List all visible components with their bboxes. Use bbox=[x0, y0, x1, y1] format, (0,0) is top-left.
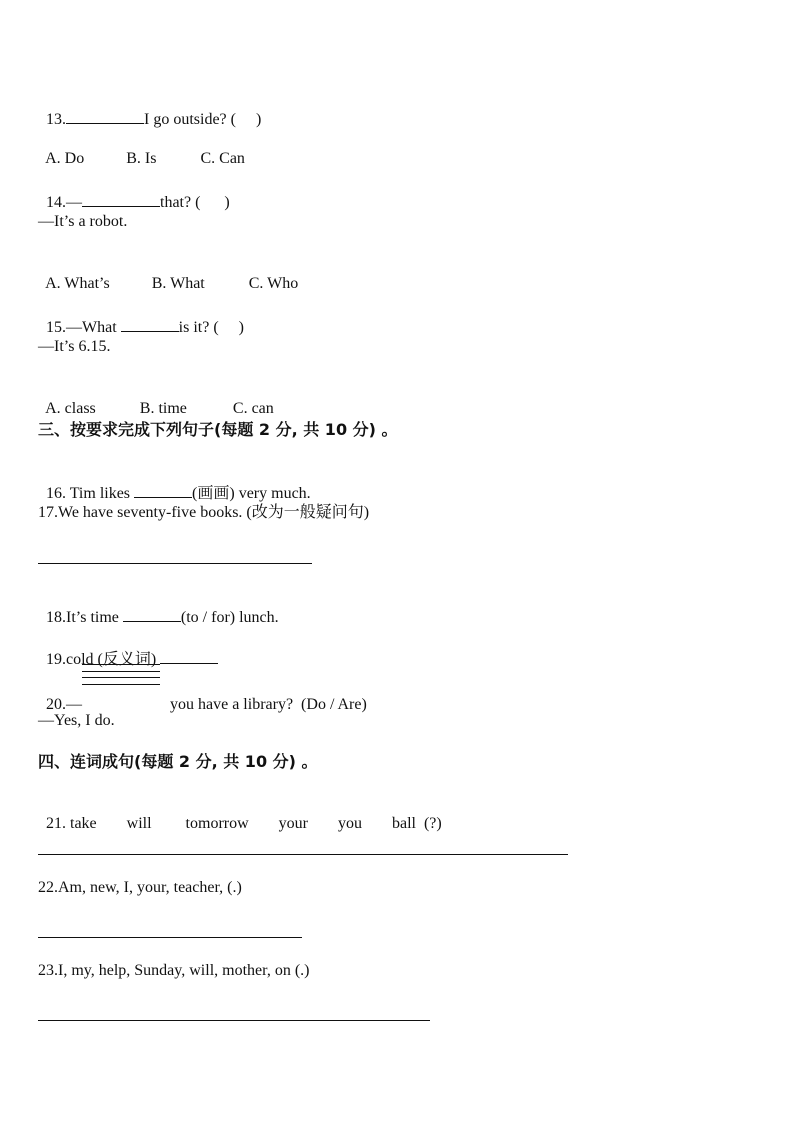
q14-options bbox=[38, 254, 298, 294]
q20-reply: —Yes, I do. bbox=[38, 712, 115, 729]
q13-text: I go outside? ( ) bbox=[144, 111, 262, 128]
q19-pre: 19.cold (反义词) bbox=[46, 651, 161, 668]
q13-number: 13. bbox=[46, 111, 66, 128]
q17-answer-line[interactable] bbox=[38, 563, 312, 564]
question-13 bbox=[38, 88, 261, 130]
question-14 bbox=[38, 171, 230, 213]
q13-blank[interactable] bbox=[66, 108, 144, 124]
q19-blank[interactable] bbox=[160, 648, 218, 664]
q20-post: you have a library? (Do / Are) bbox=[170, 696, 367, 713]
question-22: 22.Am, new, I, your, teacher, (.) bbox=[38, 879, 242, 896]
q15-reply: —It’s 6.15. bbox=[38, 338, 111, 355]
question-17: 17.We have seventy-five books. (改为一般疑问句) bbox=[38, 504, 370, 521]
q18-blank[interactable] bbox=[123, 606, 181, 622]
q16-pre: 16. Tim likes bbox=[46, 485, 135, 502]
q18-pre: 18.It’s time bbox=[46, 609, 123, 626]
q21-word: tomorrow bbox=[185, 815, 249, 832]
q15-option-c[interactable]: C. can bbox=[232, 400, 274, 417]
q14-option-a[interactable]: A. What’s bbox=[45, 275, 110, 292]
q21-word: ball (?) bbox=[391, 815, 442, 832]
section-4-title: 四、连词成句(每题 2 分, 共 10 分) 。 bbox=[38, 752, 318, 771]
q14-reply: —It’s a robot. bbox=[38, 213, 128, 230]
q21-word: your bbox=[278, 815, 308, 832]
q13-option-a[interactable]: A. Do bbox=[45, 150, 85, 167]
question-21 bbox=[38, 794, 442, 834]
q13-options bbox=[38, 129, 245, 169]
q14-number: 14.— bbox=[46, 194, 82, 211]
section-3-title: 三、按要求完成下列句子(每题 2 分, 共 10 分) 。 bbox=[38, 420, 398, 439]
q15-text: is it? ( ) bbox=[178, 319, 244, 336]
q13-option-b[interactable]: B. Is bbox=[126, 150, 157, 167]
q14-option-c[interactable]: C. Who bbox=[248, 275, 299, 292]
q20-number: 20.— bbox=[46, 696, 82, 713]
q22-answer-line[interactable] bbox=[38, 937, 302, 938]
question-15 bbox=[38, 296, 244, 338]
q15-options bbox=[38, 379, 274, 419]
question-23: 23.I, my, help, Sunday, will, mother, on (.) bbox=[38, 962, 310, 979]
q18-post: (to / for) lunch. bbox=[180, 609, 279, 626]
q13-option-c[interactable]: C. Can bbox=[200, 150, 245, 167]
q23-answer-line[interactable] bbox=[38, 1020, 430, 1021]
q15-number: 15.—What bbox=[46, 319, 121, 336]
q21-word: will bbox=[126, 815, 152, 832]
q21-word: you bbox=[337, 815, 362, 832]
q15-blank[interactable] bbox=[121, 316, 179, 332]
q21-word: 21. take bbox=[46, 815, 97, 832]
q14-text: that? ( ) bbox=[160, 194, 230, 211]
q15-option-a[interactable]: A. class bbox=[45, 400, 96, 417]
q16-post: (画画) very much. bbox=[192, 485, 311, 502]
question-16 bbox=[38, 462, 311, 504]
q14-option-b[interactable]: B. What bbox=[151, 275, 205, 292]
q16-blank[interactable] bbox=[134, 482, 192, 498]
question-20 bbox=[38, 675, 367, 715]
q21-answer-line[interactable] bbox=[38, 854, 568, 855]
q15-option-b[interactable]: B. time bbox=[139, 400, 187, 417]
q14-blank[interactable] bbox=[82, 191, 160, 207]
question-18 bbox=[38, 586, 279, 628]
